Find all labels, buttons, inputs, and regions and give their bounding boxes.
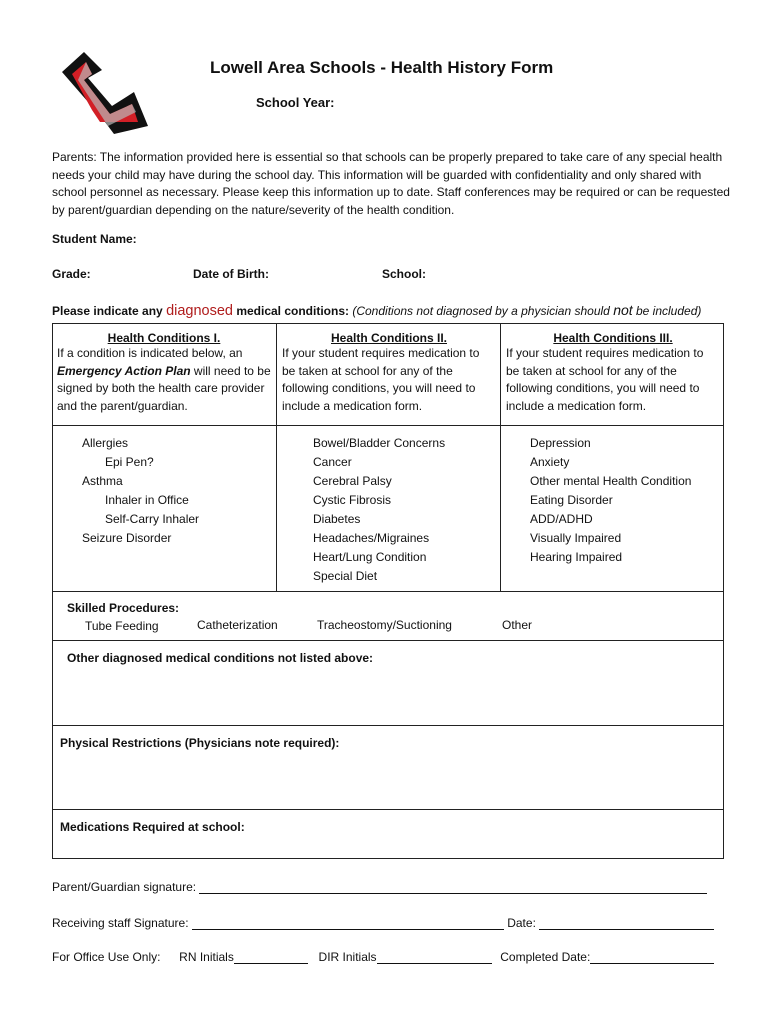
condition-allergies[interactable]: Allergies	[82, 436, 129, 450]
column-1-conditions	[82, 434, 199, 548]
procedure-tube-feeding[interactable]: Tube Feeding	[85, 619, 159, 633]
intro-paragraph: Parents: The information provided here is essential so that schools can be properly prepared to take care of any special health needs your child may have during the school day. This information will be guarded with confidentiality and only shared with school personnel as necessary. Please keep this information up to date. Staff conferences may be required or can be requested by parent/guardian depending on the nature/severity of the health condition.	[52, 150, 730, 217]
condition-bowel-bladder[interactable]: Bowel/Bladder Concerns	[313, 436, 446, 450]
indicate-note-b: be included)	[632, 304, 702, 318]
condition-headaches-migraines[interactable]: Headaches/Migraines	[313, 531, 430, 545]
staff-signature-row	[52, 916, 714, 930]
dob-label: Date of Birth:	[193, 267, 269, 281]
condition-special-diet[interactable]: Special Diet	[313, 569, 378, 583]
column-divider-2	[500, 323, 501, 592]
form-title: Lowell Area Schools - Health History Form	[210, 58, 554, 77]
other-conditions-divider	[52, 725, 724, 726]
medications-field[interactable]	[60, 837, 710, 855]
physical-restrictions-field[interactable]	[60, 753, 710, 805]
column-divider-1	[276, 323, 277, 592]
condition-inhaler-in-office[interactable]: Inhaler in Office	[105, 493, 189, 507]
condition-anxiety[interactable]: Anxiety	[530, 455, 570, 469]
column-1-header	[57, 331, 271, 415]
column-1-heading: Health Conditions I.	[107, 331, 221, 345]
column-1-desc-a: If a condition is indicated below, an	[57, 346, 243, 360]
office-use-row	[52, 950, 714, 964]
condition-asthma[interactable]: Asthma	[82, 474, 123, 488]
indicate-instruction	[52, 302, 701, 319]
parent-signature-line[interactable]	[199, 880, 707, 894]
column-3-heading: Health Conditions III.	[553, 331, 673, 345]
column-2-heading: Health Conditions II.	[331, 331, 447, 345]
condition-cancer[interactable]: Cancer	[313, 455, 352, 469]
condition-eating-disorder[interactable]: Eating Disorder	[530, 493, 613, 507]
diagnosed-word: diagnosed	[166, 303, 233, 319]
school-label: School:	[382, 267, 426, 281]
date-line[interactable]	[539, 916, 714, 930]
office-use-label: For Office Use Only:	[52, 950, 161, 964]
indicate-mid: medical conditions:	[232, 304, 353, 318]
condition-seizure-disorder[interactable]: Seizure Disorder	[82, 531, 172, 545]
condition-epi-pen[interactable]: Epi Pen?	[105, 455, 154, 469]
completed-date-line[interactable]	[590, 950, 714, 964]
parent-signature-label: Parent/Guardian signature:	[52, 880, 197, 894]
student-name-label: Student Name:	[52, 232, 137, 246]
physical-divider	[52, 809, 724, 810]
skilled-procedures-label: Skilled Procedures:	[67, 601, 180, 615]
dir-initials-line[interactable]	[377, 950, 492, 964]
school-logo	[62, 52, 150, 136]
medications-label: Medications Required at school:	[60, 820, 245, 834]
lowell-l-logo-icon	[62, 52, 150, 136]
condition-hearing-impaired[interactable]: Hearing Impaired	[530, 550, 623, 564]
rn-initials-line[interactable]	[234, 950, 308, 964]
indicate-not-word: not	[613, 302, 633, 318]
other-conditions-field[interactable]	[60, 668, 710, 720]
header-divider	[52, 425, 724, 426]
staff-signature-line[interactable]	[192, 916, 504, 930]
grade-label: Grade:	[52, 267, 91, 281]
school-year-label: School Year:	[256, 95, 335, 110]
completed-date-label: Completed Date:	[500, 950, 591, 964]
column-3-desc: If your student requires medication to be taken at school for any of the following conditions, you will need to include a medication form.	[506, 346, 704, 413]
condition-depression[interactable]: Depression	[530, 436, 591, 450]
column-2-conditions	[313, 434, 445, 586]
condition-other-mental-health[interactable]: Other mental Health Condition	[530, 474, 692, 488]
staff-signature-label: Receiving staff Signature:	[52, 916, 189, 930]
condition-diabetes[interactable]: Diabetes	[313, 512, 361, 526]
emergency-action-plan: Emergency Action Plan	[57, 363, 191, 378]
column-2-desc: If your student requires medication to be taken at school for any of the following conditions, you will need to include a medication form.	[282, 346, 480, 413]
column-2-header	[282, 331, 496, 415]
condition-cerebral-palsy[interactable]: Cerebral Palsy	[313, 474, 392, 488]
date-label: Date:	[507, 916, 536, 930]
condition-cystic-fibrosis[interactable]: Cystic Fibrosis	[313, 493, 392, 507]
column-1-desc	[57, 345, 271, 415]
condition-visually-impaired[interactable]: Visually Impaired	[530, 531, 622, 545]
indicate-lead: Please indicate any	[52, 304, 167, 318]
parent-signature-row	[52, 880, 707, 894]
procedure-catheterization[interactable]: Catheterization	[197, 618, 278, 632]
dir-initials-label: DIR Initials	[318, 950, 377, 964]
column-3-conditions	[530, 434, 691, 567]
procedure-tracheostomy[interactable]: Tracheostomy/Suctioning	[317, 618, 452, 632]
condition-add-adhd[interactable]: ADD/ADHD	[530, 512, 593, 526]
condition-heart-lung[interactable]: Heart/Lung Condition	[313, 550, 427, 564]
procedures-divider	[52, 640, 724, 641]
other-conditions-label: Other diagnosed medical conditions not listed above:	[67, 651, 374, 665]
condition-self-carry-inhaler[interactable]: Self-Carry Inhaler	[105, 512, 200, 526]
column-3-header	[506, 331, 720, 415]
physical-restrictions-label: Physical Restrictions (Physicians note required):	[60, 736, 340, 750]
rn-initials-label: RN Initials	[179, 950, 234, 964]
procedure-other[interactable]: Other	[502, 618, 533, 632]
indicate-note-a: (Conditions not diagnosed by a physician should	[352, 304, 614, 318]
column-1-desc-b: will need to be signed by both the health care provider and the parent/guardian.	[57, 363, 271, 413]
